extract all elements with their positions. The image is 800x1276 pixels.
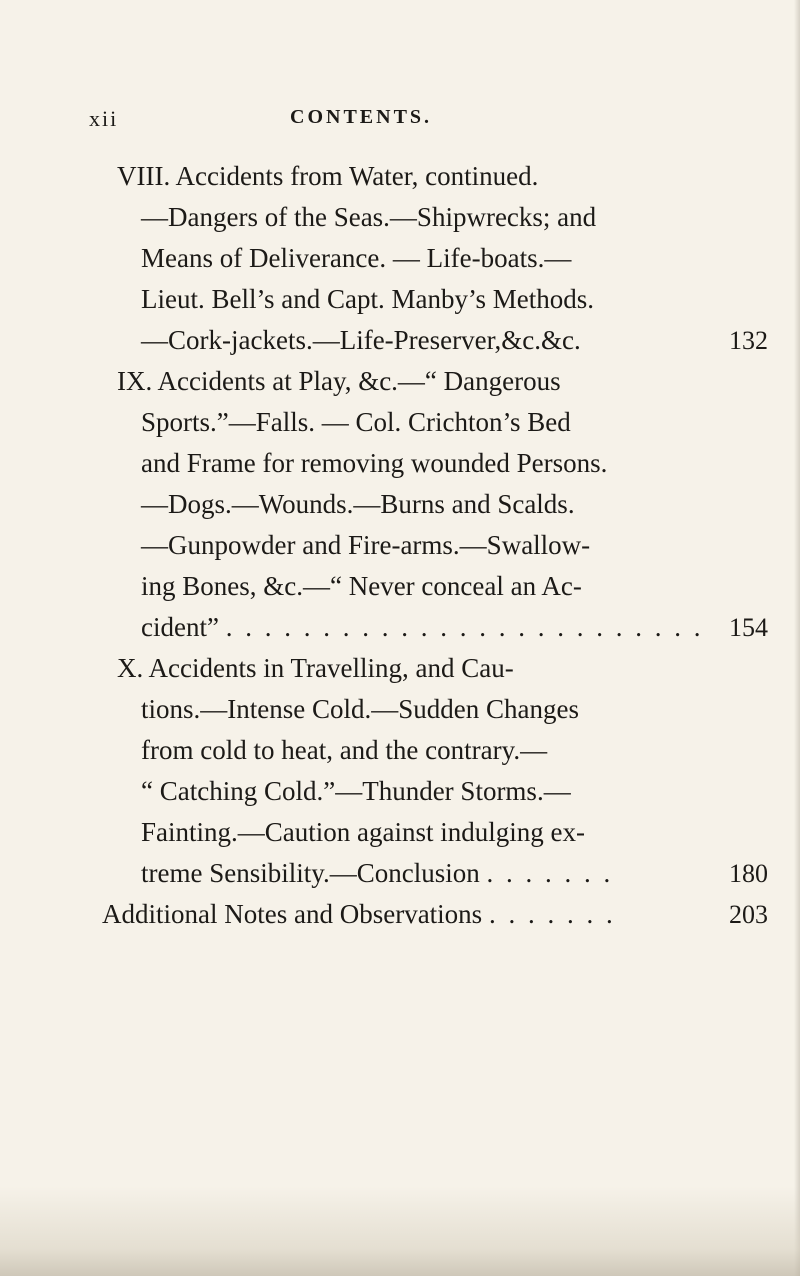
entry-line: VIII. Accidents from Water, continued. [117,161,539,191]
running-title: CONTENTS. [290,106,433,128]
entry-line: IX. Accidents at Play, &c.—“ Dangerous [117,366,561,396]
contents-entry [0,894,800,935]
entry-line: —Dangers of the Seas.—Shipwrecks; and [141,202,597,232]
entry-line: ing Bones, &c.—“ Never conceal an Ac- [141,571,582,601]
entry-line: Fainting.—Caution against indulging ex- [141,817,585,847]
contents-entry [0,648,800,894]
entry-line: X. Accidents in Travelling, and Cau- [117,653,514,683]
page-number: 203 [729,900,768,929]
entry-line: and Frame for removing wounded Persons. [141,448,608,478]
entry-line: Additional Notes and Observations [102,899,483,929]
dot-leader: . . . . . . . [486,858,614,888]
page-edge-shadow [794,0,800,1276]
contents-entry [0,361,800,648]
entry-line: —Gunpowder and Fire-arms.—Swallow- [141,530,591,560]
entry-line: Lieut. Bell’s and Capt. Manby’s Methods. [141,284,594,314]
contents-list [0,156,800,935]
entry-line: Means of Deliverance. — Life-boats.— [141,243,572,273]
page-folio: xii [89,106,119,131]
dot-leader: . . . . . . . [488,899,616,929]
entry-line: tions.—Intense Cold.—Sudden Changes [141,694,579,724]
page-number: 132 [729,326,768,355]
page-number: 154 [729,613,768,642]
page-number: 180 [729,859,768,888]
entry-line: cident” [141,612,219,642]
entry-line: Sports.”—Falls. — Col. Crichton’s Bed [141,407,571,437]
entry-line: —Cork-jackets.—Life-Preserver,&c.&c. [141,325,581,355]
entry-line: treme Sensibility.—Conclusion [141,858,480,888]
page-header [0,106,800,136]
entry-line: —Dogs.—Wounds.—Burns and Scalds. [141,489,575,519]
entry-line: “ Catching Cold.”—Thunder Storms.— [141,776,571,806]
entry-line: from cold to heat, and the contrary.— [141,735,548,765]
dot-leader: . . . . . . . . . . . . . . . . . . . . . . . . . [225,612,704,642]
contents-entry [0,156,800,361]
